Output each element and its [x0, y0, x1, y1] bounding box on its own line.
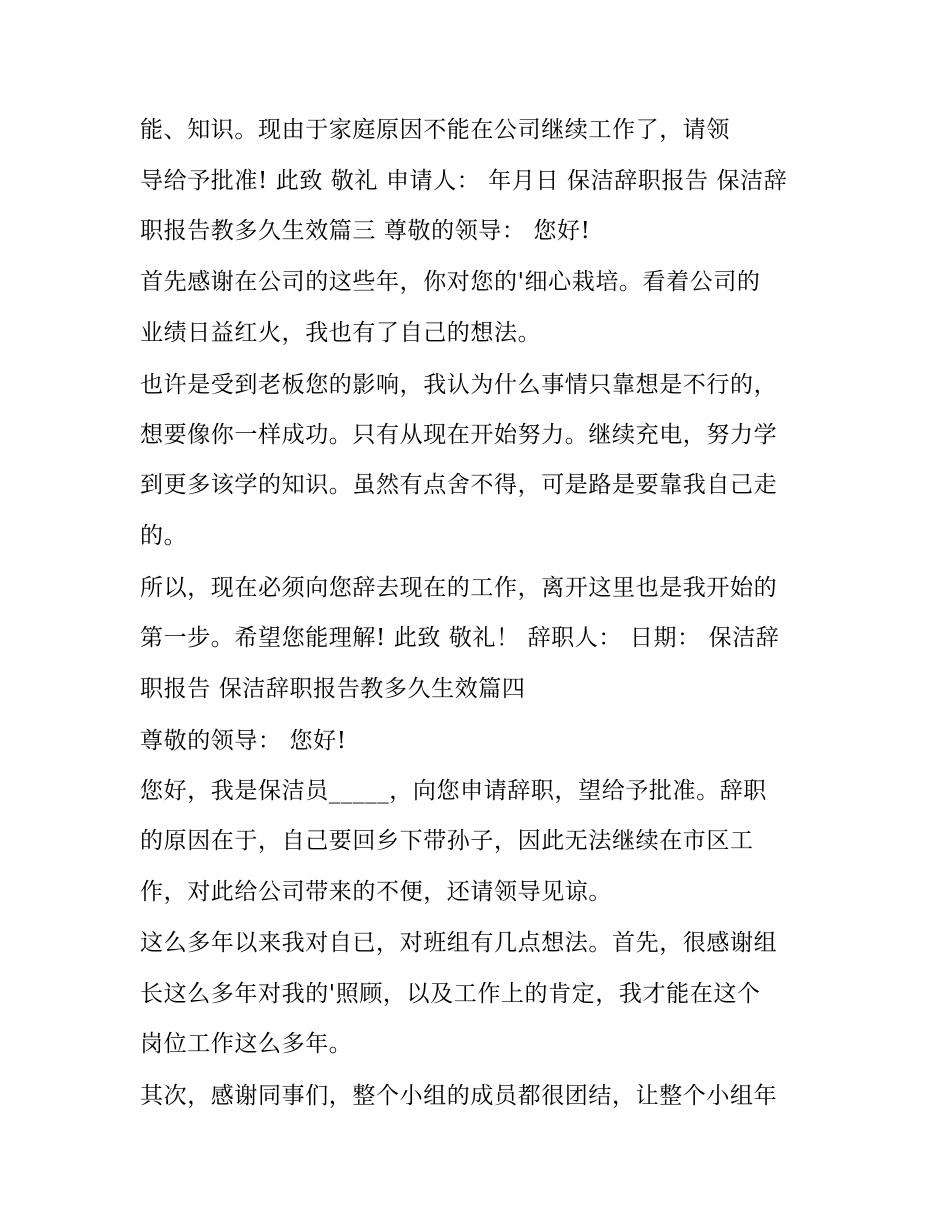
text-line: 的原因在于，自己要回乡下带孙子，因此无法继续在市区工	[140, 828, 754, 854]
text-line: 职报告 保洁辞职报告教多久生效篇四	[140, 676, 526, 702]
text-line: 这么多年以来我对自已，对班组有几点想法。首先，很感谢组	[140, 930, 778, 956]
text-line: 岗位工作这么多年。	[140, 1031, 353, 1057]
text-line: 第一步。希望您能理解! 此致 敬礼！ 辞职人： 日期： 保洁辞	[140, 625, 780, 651]
text-line: 职报告教多久生效篇三 尊敬的领导： 您好!	[140, 218, 591, 244]
text-line: 所以，现在必须向您辞去现在的工作，离开这里也是我开始的	[140, 575, 778, 601]
text-line: 导给予批准! 此致 敬礼 申请人： 年月日 保洁辞职报告 保洁辞	[140, 168, 788, 194]
text-line: 也许是受到老板您的影响，我认为什么事情只靠想是不行的，	[140, 372, 778, 398]
text-line: 想要像你一样成功。只有从现在开始努力。继续充电，努力学	[140, 422, 778, 448]
text-line: 到更多该学的知识。虽然有点舍不得，可是路是要靠我自己走	[140, 472, 778, 498]
text-line: 首先感谢在公司的这些年，你对您的'细心栽培。看着公司的	[140, 269, 761, 295]
text-line: 能、知识。现由于家庭原因不能在公司继续工作了，请领	[140, 117, 730, 143]
text-line: 其次，感谢同事们，整个小组的成员都很团结，让整个小组年	[140, 1083, 778, 1109]
text-line: 尊敬的领导： 您好!	[140, 728, 347, 754]
text-line: 长这么多年对我的'照顾，以及工作上的肯定，我才能在这个	[140, 981, 761, 1007]
text-line: 您好，我是保洁员_____，向您申请辞职，望给予批准。辞职	[140, 778, 767, 804]
text-line: 作，对此给公司带来的不便，还请领导见谅。	[140, 879, 612, 905]
text-line: 的。	[140, 523, 188, 549]
text-line: 业绩日益红火，我也有了自己的想法。	[140, 320, 542, 346]
